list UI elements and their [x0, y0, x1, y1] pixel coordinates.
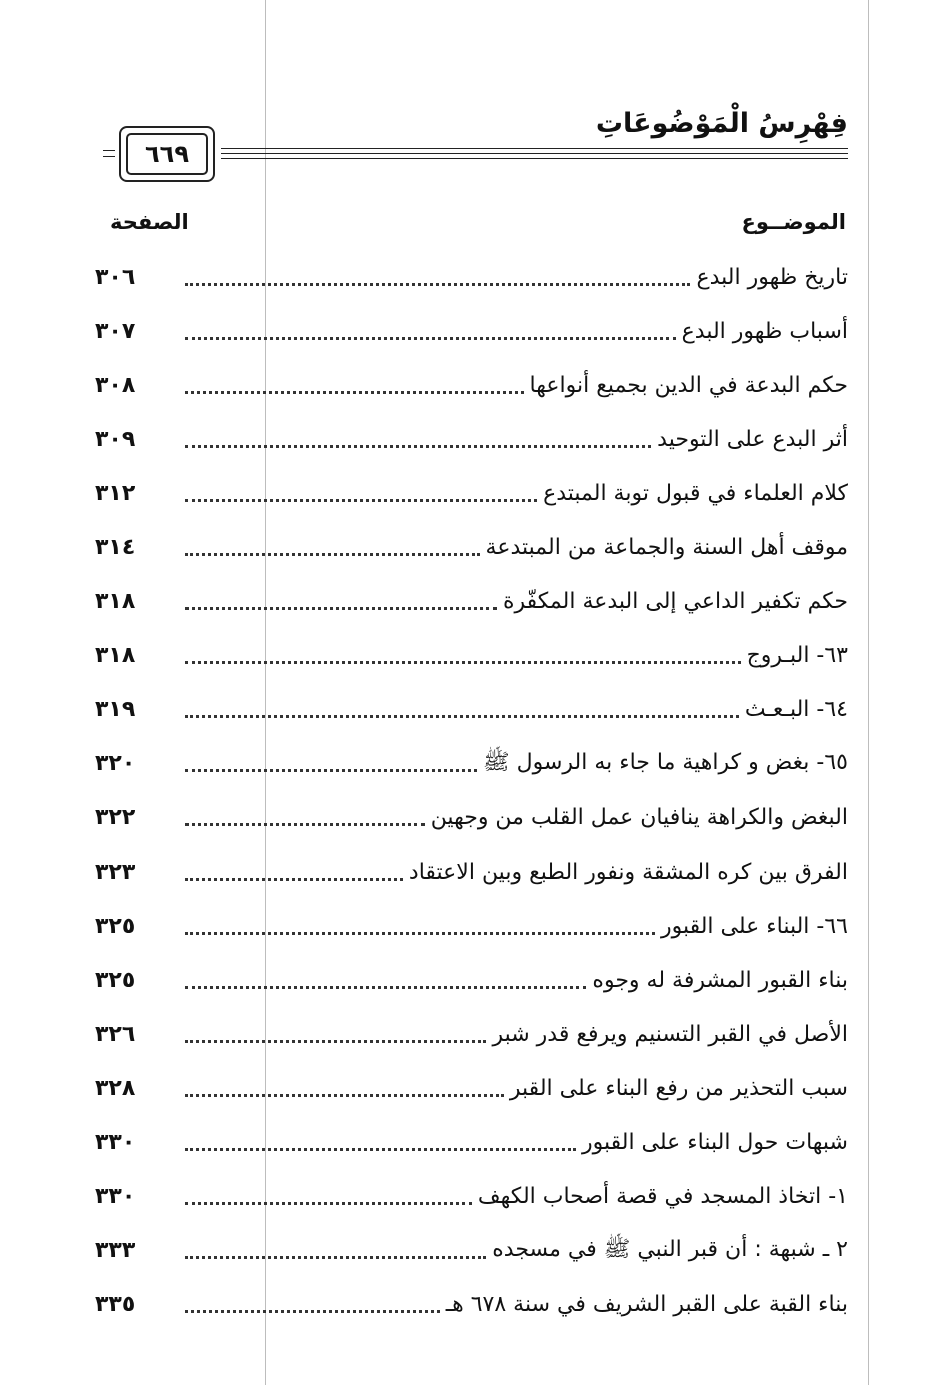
toc-entry-page: ٣٠٦: [95, 264, 136, 290]
toc-entry[interactable]: [95, 953, 848, 1007]
toc-entry-title: حكم تكفير الداعي إلى البدعة المكفّرة: [502, 589, 848, 615]
toc-entry-title: ٦٥- بغض و كراهية ما جاء به الرسول ﷺ: [483, 749, 848, 775]
toc-entry-title: ٢ ـ شبهة : أن قبر النبي ﷺ في مسجده: [492, 1236, 848, 1262]
toc-entry-title: أسباب ظهور البدع: [681, 318, 848, 344]
toc-entry[interactable]: [95, 845, 848, 899]
toc-entry-page: ٣٣٣: [95, 1238, 136, 1264]
toc-entry[interactable]: [95, 1278, 848, 1332]
dot-leader: [185, 1202, 472, 1205]
dot-leader: [185, 1094, 504, 1097]
toc-list: [95, 250, 848, 1332]
header-rule: [221, 148, 848, 149]
dot-leader: [185, 1148, 576, 1151]
dot-leader: [185, 337, 676, 340]
toc-entry-title: سبب التحذير من رفع البناء على القبر: [509, 1075, 848, 1101]
toc-entry[interactable]: [95, 358, 848, 412]
toc-entry[interactable]: [95, 520, 848, 574]
toc-entry[interactable]: [95, 466, 848, 520]
dot-leader: [185, 715, 739, 718]
dot-leader: [185, 1040, 486, 1043]
toc-entry-page: ٣١٢: [95, 480, 136, 506]
toc-entry-page: ٣١٨: [95, 589, 136, 615]
toc-entry-title: كلام العلماء في قبول توبة المبتدع: [543, 480, 848, 506]
page-margin-line: [868, 0, 869, 1385]
dot-leader: [185, 553, 480, 556]
toc-entry-page: ٣١٩: [95, 697, 136, 723]
toc-entry-page: ٣٢٢: [95, 805, 136, 831]
header-rule-end: [103, 156, 115, 157]
dot-leader: [185, 823, 425, 826]
dot-leader: [185, 661, 741, 664]
dot-leader: [185, 391, 524, 394]
toc-entry-title: ٦٦- البناء على القبور: [660, 913, 848, 939]
toc-entry[interactable]: [95, 412, 848, 466]
toc-entry-title: بناء القبور المشرفة له وجوه: [592, 967, 848, 993]
page-number-box: [119, 126, 215, 182]
dot-leader: [185, 499, 537, 502]
header-title: فِهْرِسُ الْمَوْضُوعَاتِ: [595, 108, 848, 139]
toc-entry[interactable]: [95, 304, 848, 358]
toc-entry-page: ٣٣٥: [95, 1292, 136, 1318]
toc-entry-title: الفرق بين كره المشقة ونفور الطبع وبين الاعتقاد: [408, 859, 848, 885]
toc-entry[interactable]: [95, 1061, 848, 1115]
toc-entry-page: ٣١٨: [95, 643, 136, 669]
toc-entry-title: ٦٣- البـروج: [746, 643, 848, 669]
page-column-heading: الصفحة: [110, 210, 189, 234]
toc-entry[interactable]: [95, 1170, 848, 1224]
toc-entry-page: ٣٢٠: [95, 751, 136, 777]
dot-leader: [185, 607, 497, 610]
toc-entry-page: ٣٢٦: [95, 1021, 136, 1047]
toc-entry-title: ٦٤- البـعـث: [744, 697, 848, 723]
dot-leader: [185, 769, 477, 772]
toc-entry-title: موقف أهل السنة والجماعة من المبتدعة: [485, 535, 848, 561]
toc-entry[interactable]: [95, 575, 848, 629]
dot-leader: [185, 932, 655, 935]
toc-entry[interactable]: [95, 899, 848, 953]
toc-entry[interactable]: [95, 791, 848, 845]
dot-leader: [185, 1310, 440, 1313]
toc-entry-title: البغض والكراهة ينافيان عمل القلب من وجهين: [430, 805, 848, 831]
toc-entry-title: ١- اتخاذ المسجد في قصة أصحاب الكهف: [477, 1184, 848, 1210]
toc-entry-title: شبهات حول البناء على القبور: [581, 1130, 848, 1156]
toc-entry-page: ٣٠٩: [95, 426, 136, 452]
toc-entry[interactable]: [95, 250, 848, 304]
toc-entry-title: الأصل في القبر التسنيم ويرفع قدر شبر: [492, 1021, 848, 1047]
toc-entry-title: بناء القبة على القبر الشريف في سنة ٦٧٨ هـ: [445, 1292, 848, 1318]
toc-entry[interactable]: [95, 629, 848, 683]
header-rule-end: [103, 150, 115, 151]
toc-entry-page: ٣٣٠: [95, 1184, 136, 1210]
page-number: ٦٦٩: [126, 133, 208, 175]
toc-entry[interactable]: [95, 737, 848, 791]
dot-leader: [185, 445, 651, 448]
toc-entry-page: ٣٠٨: [95, 372, 136, 398]
header-rule: [221, 158, 848, 159]
dot-leader: [185, 283, 690, 286]
toc-entry-page: ٣٢٨: [95, 1075, 136, 1101]
toc-entry[interactable]: [95, 683, 848, 737]
toc-entry[interactable]: [95, 1007, 848, 1061]
topic-column-heading: الموضــوع: [741, 210, 846, 234]
toc-entry[interactable]: [95, 1116, 848, 1170]
toc-entry-page: ٣٠٧: [95, 318, 136, 344]
toc-entry-title: تاريخ ظهور البدع: [696, 264, 848, 290]
header-rule: [221, 153, 848, 154]
toc-entry-title: أثر البدع على التوحيد: [657, 426, 848, 452]
dot-leader: [185, 986, 586, 989]
toc-entry-page: ٣١٤: [95, 535, 136, 561]
dot-leader: [185, 1256, 486, 1259]
toc-entry-page: ٣٢٥: [95, 967, 136, 993]
toc-entry-page: ٣٢٣: [95, 859, 136, 885]
toc-entry-page: ٣٣٠: [95, 1130, 136, 1156]
dot-leader: [185, 878, 403, 881]
page-header: [103, 108, 848, 188]
toc-entry[interactable]: [95, 1224, 848, 1278]
toc-entry-title: حكم البدعة في الدين بجميع أنواعها: [529, 372, 848, 398]
toc-entry-page: ٣٢٥: [95, 913, 136, 939]
